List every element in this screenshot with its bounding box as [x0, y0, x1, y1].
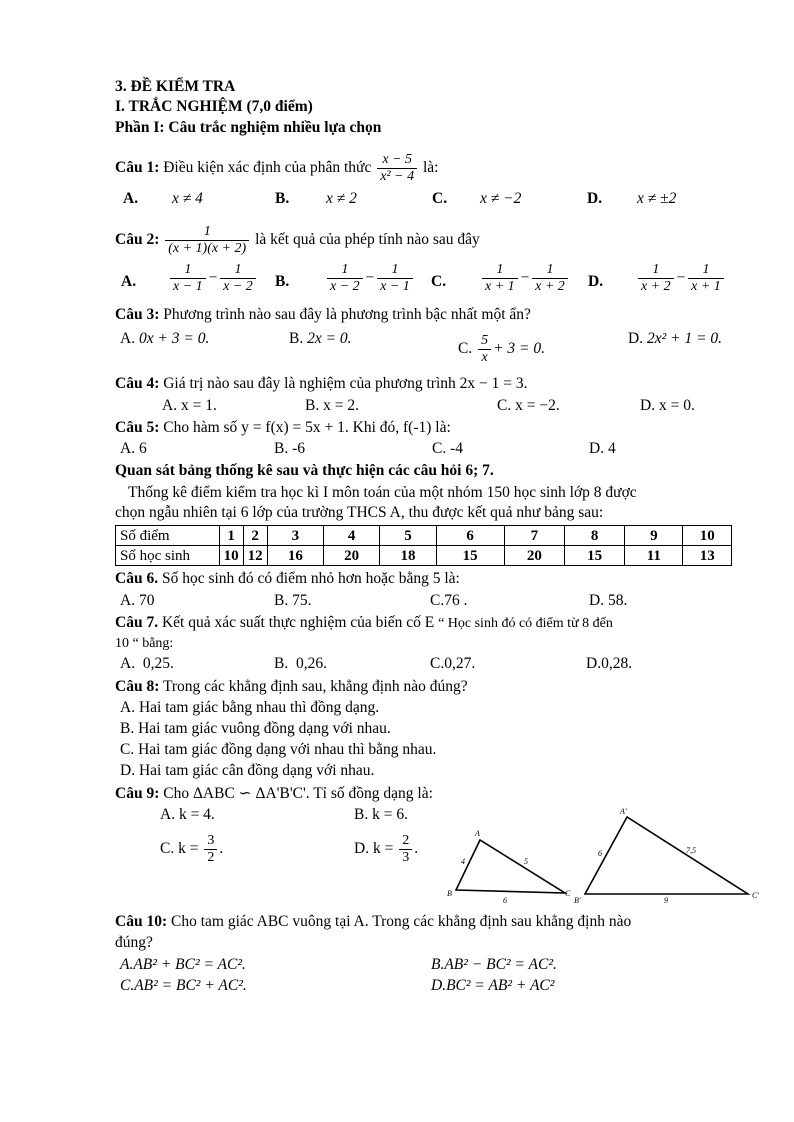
- q7-option-b: B. 0,26.: [274, 655, 327, 672]
- q7-option-c: C.0,27.: [430, 655, 476, 672]
- q1-option-c-letter: C.: [432, 190, 448, 207]
- table-cell: 11: [625, 546, 683, 566]
- q6-option-b: B. 75.: [274, 592, 312, 609]
- q10-option-d: D.BC² = AB² + AC²: [431, 977, 555, 994]
- q2-option-d: $\frac{1}{x + 2}$ − $\frac{1}{x + 1}$: [636, 262, 726, 295]
- table-cell: 2: [243, 526, 267, 546]
- q4-option-d: D. x = 0.: [640, 397, 695, 414]
- table-cell: 3: [267, 526, 323, 546]
- table-cell: 6: [436, 526, 504, 546]
- triangle-abc: [447, 829, 571, 905]
- vertex-label-c: C: [565, 889, 571, 898]
- q3-option-a: A. 0x + 3 = 0.: [120, 330, 210, 347]
- question-10-line-2: đúng?: [115, 934, 153, 951]
- side-label-ac: 5: [524, 857, 528, 866]
- table-header-cell: Số điểm: [116, 526, 220, 546]
- table-cell: 13: [683, 546, 732, 566]
- q6-option-d: D. 58.: [589, 592, 628, 609]
- table-cell: 20: [323, 546, 379, 566]
- q1-option-b: x ≠ 2: [326, 190, 357, 207]
- q3-option-b: B. 2x = 0.: [289, 330, 352, 347]
- q2-option-d-letter: D.: [588, 273, 604, 290]
- table-cell: 10: [683, 526, 732, 546]
- table-cell: 9: [625, 526, 683, 546]
- question-text: Số học sinh đó có điểm nhỏ hơn hoặc bằng 5 là:: [161, 570, 460, 587]
- vertex-label-b: B: [447, 889, 452, 898]
- question-text: Giá trị nào sau đây là nghiệm của phương trình 2x − 1 = 3.: [163, 375, 528, 392]
- question-text: Phương trình nào sau đây là phương trình bậc nhất một ẩn?: [163, 306, 531, 323]
- question-text: Trong các khẳng định sau, khẳng định nào đúng?: [162, 678, 468, 695]
- question-text: Cho tam giác ABC vuông tại A. Trong các khẳng định sau khẳng định nào: [170, 913, 632, 930]
- q8-option-d: D. Hai tam giác cân đồng dạng với nhau.: [120, 762, 375, 779]
- fraction: $\frac{x - 5}{\text{x² − 4}}$: [377, 152, 417, 185]
- table-header-cell: Số học sinh: [116, 546, 220, 566]
- q8-option-b: B. Hai tam giác vuông đồng dạng với nhau.: [120, 720, 391, 737]
- question-label: Câu 2:: [115, 231, 160, 249]
- question-text: Điều kiện xác định của phân thức: [163, 159, 372, 177]
- table-cell: 4: [323, 526, 379, 546]
- question-7-line-2: 10 “ bằng:: [115, 636, 174, 651]
- q4-option-a: A. x = 1.: [162, 397, 217, 414]
- q1-option-d: x ≠ ±2: [637, 190, 677, 207]
- q2-option-c-letter: C.: [431, 273, 447, 290]
- side-label-a-b-prime: 6: [598, 849, 602, 858]
- question-10: [115, 913, 631, 931]
- q1-option-d-letter: D.: [587, 190, 603, 207]
- question-label: Câu 10:: [115, 913, 168, 930]
- q5-option-c: C. -4: [432, 440, 464, 457]
- question-text: Cho hàm số y = f(x) = 5x + 1. Khi đó, f(-1) là:: [163, 419, 451, 436]
- q8-option-c: C. Hai tam giác đồng dạng với nhau thì bằng nhau.: [120, 741, 437, 758]
- fraction: $\frac{1}{(x + 1)(x + 2)}$: [165, 224, 249, 257]
- intro-line-2: chọn ngẫu nhiên tại 6 lớp của trường THCS A, thu được kết quả như bảng sau:: [115, 504, 604, 521]
- side-label-bc: 6: [503, 896, 507, 905]
- question-label: Câu 1:: [115, 159, 160, 177]
- q2-option-a-letter: A.: [121, 273, 137, 290]
- q7-option-a: A. 0,25.: [120, 655, 174, 672]
- q9-option-c: C. k = $\frac{3}{2}$ .: [160, 833, 224, 865]
- vertex-label-a-prime: A': [620, 807, 627, 816]
- question-label: Câu 3:: [115, 306, 160, 323]
- observe-instruction: Quan sát bảng thống kê sau và thực hiện các câu hỏi 6; 7.: [115, 462, 494, 479]
- section-title: I. TRẮC NGHIỆM (7,0 điểm): [115, 98, 313, 115]
- table-cell: 16: [267, 546, 323, 566]
- side-label-ab: 4: [461, 857, 465, 866]
- intro-line-1: Thống kê điểm kiểm tra học kì I môn toán của một nhóm 150 học sinh lớp 8 được: [128, 484, 637, 501]
- vertex-label-a: A: [475, 829, 480, 838]
- q1-option-a: x ≠ 4: [172, 190, 203, 207]
- question-label: Câu 4:: [115, 375, 160, 392]
- q10-option-a: A.AB² + BC² = AC².: [120, 956, 246, 973]
- q4-option-b: B. x = 2.: [305, 397, 359, 414]
- q1-option-c: x ≠ −2: [480, 190, 522, 207]
- question-label: Câu 6.: [115, 570, 159, 587]
- q10-option-c: C.AB² = BC² + AC².: [120, 977, 247, 994]
- triangle-a-b-c-prime: [574, 807, 759, 905]
- question-label: Câu 5:: [115, 419, 160, 436]
- table-cell: 12: [243, 546, 267, 566]
- question-text: Kết quả xác suất thực nghiệm của biến cố E: [161, 614, 435, 631]
- table-cell: 10: [219, 546, 243, 566]
- table-cell: 1: [219, 526, 243, 546]
- question-2: Câu 2: $\frac{1}{(x + 1)(x + 2)}$ là kết quả của phép tính nào sau đây: [115, 224, 480, 256]
- q5-option-d: D. 4: [589, 440, 616, 457]
- table-cell: 8: [564, 526, 624, 546]
- vertex-label-b-prime: B': [574, 896, 581, 905]
- part-title: Phần I: Câu trắc nghiệm nhiều lựa chọn: [115, 119, 382, 136]
- q3-option-d: D. 2x² + 1 = 0.: [628, 330, 723, 347]
- q10-option-b: B.AB² − BC² = AC².: [431, 956, 557, 973]
- q1-option-a-letter: A.: [123, 190, 139, 207]
- side-label-a-c-prime: 7,5: [686, 846, 696, 855]
- vertex-label-c-prime: C': [752, 891, 760, 900]
- q2-option-b-letter: B.: [275, 273, 290, 290]
- side-label-b-c-prime: 9: [664, 896, 668, 905]
- question-text: Cho ΔABC ∽ ΔA'B'C'. Tỉ số đồng dạng là:: [163, 785, 433, 802]
- q9-option-b: B. k = 6.: [354, 806, 408, 823]
- question-1: Câu 1: Điều kiện xác định của phân thức $\frac{x - 5}{\text{x² − 4}}$ là:: [115, 152, 439, 184]
- q2-option-b: $\frac{1}{x - 2}$ − $\frac{1}{x - 1}$: [325, 262, 415, 295]
- heading: 3. ĐỀ KIỂM TRA: [115, 78, 236, 95]
- q1-option-b-letter: B.: [275, 190, 290, 207]
- table-cell: 5: [380, 526, 436, 546]
- table-cell: 18: [380, 546, 436, 566]
- q6-option-a: A. 70: [120, 592, 155, 609]
- question-7: Câu 7. Kết quả xác suất thực nghiệm của biến cố E “ Học sinh đó có điểm từ 8 đến: [115, 614, 613, 631]
- table-cell: 20: [504, 546, 564, 566]
- question-label: Câu 9:: [115, 785, 160, 802]
- q9-option-d: D. k = $\frac{2}{3}$ .: [354, 833, 419, 865]
- q4-option-c: C. x = −2.: [497, 397, 560, 414]
- table-cell: 15: [564, 546, 624, 566]
- table-cell: 15: [436, 546, 504, 566]
- q5-option-a: A. 6: [120, 440, 147, 457]
- q2-option-c: $\frac{1}{x + 1}$ − $\frac{1}{x + 2}$: [480, 262, 570, 295]
- q6-option-c: C.76 .: [430, 592, 468, 609]
- q3-option-c: C. $\frac{5}{x}$ + 3 = 0.: [458, 333, 546, 365]
- q2-option-a: $\frac{1}{x - 1}$ − $\frac{1}{x - 2}$: [168, 262, 258, 295]
- q9-option-a: A. k = 4.: [160, 806, 215, 823]
- q5-option-b: B. -6: [274, 440, 306, 457]
- table-cell: 7: [504, 526, 564, 546]
- q7-option-d: D.0,28.: [586, 655, 633, 672]
- question-label: Câu 8:: [115, 678, 160, 695]
- question-label: Câu 7.: [115, 614, 159, 631]
- q8-option-a: A. Hai tam giác bằng nhau thì đồng dạng.: [120, 699, 380, 716]
